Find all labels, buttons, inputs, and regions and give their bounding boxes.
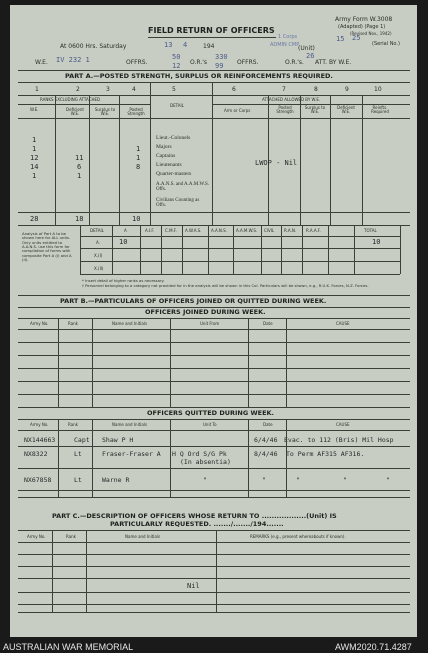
date-day: 13 bbox=[164, 41, 173, 49]
an-h-aamws: A.A.M.W.S. bbox=[236, 228, 258, 233]
an-total-value: 10 bbox=[372, 238, 381, 246]
q-row1-rank: Capt bbox=[74, 436, 90, 444]
j-col-armyno: Army No. bbox=[30, 321, 49, 326]
def-val-3: 6 bbox=[77, 163, 82, 171]
year-prefix: 194 bbox=[203, 43, 215, 50]
footnote-2: † Personnel belonging to a category not provided for in the analysis will be shown in this Col. Particulars will be shown, e.g., R.U.K. Forces, N.Z. Forces. bbox=[82, 283, 369, 288]
att-by-we: ATT. BY W.E. bbox=[315, 59, 352, 66]
q-row2-cause: To Perm AF315 AF316. bbox=[286, 450, 365, 458]
def-val-4: 1 bbox=[77, 172, 82, 180]
col-num-5: 5 bbox=[172, 86, 176, 93]
col-num-7: 7 bbox=[282, 86, 286, 93]
col-detail: DETAIL bbox=[170, 103, 184, 108]
quitted-title: OFFICERS QUITTED DURING WEEK. bbox=[147, 409, 275, 417]
excl-attached-header: RANKS EXCLUDING ATTACHED bbox=[40, 97, 101, 102]
col-num-4: 4 bbox=[132, 86, 136, 93]
footnote-1: * Insert detail of higher ranks as necessary. bbox=[82, 278, 165, 283]
rank-lieutenants: Lieutenants bbox=[156, 162, 182, 168]
q-row2-no: NX8322 bbox=[24, 450, 48, 458]
an-h-civil: CIVIL bbox=[264, 228, 275, 233]
ors-top: 330 bbox=[215, 53, 228, 61]
q-row2-name: Fraser-Fraser A bbox=[102, 450, 161, 458]
q-col-cause: CAUSE bbox=[336, 422, 350, 427]
rank-aans: A.A.N.S. and A.A.M.W.S. Offs. bbox=[156, 182, 210, 192]
col-posted: Posted Strength bbox=[127, 107, 145, 116]
col-surplus: Surplus to W.E. bbox=[94, 107, 116, 116]
part-c-nil: Nil bbox=[187, 582, 200, 590]
part-c-heading-2: PARTICULARLY REQUESTED. ......./......./194....... bbox=[110, 520, 284, 528]
col-num-9: 9 bbox=[345, 86, 349, 93]
we-val-1: 1 bbox=[32, 145, 37, 153]
q-col-unit: Unit To bbox=[203, 422, 217, 427]
date-month: 4 bbox=[183, 41, 188, 49]
att-value: 26 bbox=[306, 52, 315, 60]
posted-val-3: 8 bbox=[136, 163, 141, 171]
an-h-detail: DETAIL bbox=[90, 228, 104, 233]
unit-stamp: 1 Corps bbox=[278, 34, 298, 40]
an-h-a: A bbox=[124, 228, 127, 233]
posted-val-2: 1 bbox=[136, 154, 141, 162]
q-row1-name: Shaw P H bbox=[102, 436, 134, 444]
q-row3-ditto-3: " bbox=[343, 476, 347, 484]
col-num-10: 10 bbox=[374, 86, 382, 93]
q-row2-unit: H Q Ord S/G Pk bbox=[172, 450, 227, 458]
an-h-ran: R.A.N. bbox=[284, 228, 297, 233]
c-col-rank: Rank bbox=[66, 534, 76, 539]
analysis-note: Analysis of Part A to be shown here for ALL units. Only units entitled to A.A.N.S. use this form for compilation of forms with composite Part A (I) and A (II). bbox=[22, 231, 72, 263]
ors-bottom: 99 bbox=[215, 62, 224, 70]
col-we: W.E. bbox=[30, 107, 39, 112]
q-row2-rank: Lt bbox=[74, 450, 82, 458]
form-title: FIELD RETURN OF OFFICERS bbox=[148, 26, 275, 35]
col-num-8: 8 bbox=[314, 86, 318, 93]
j-col-cause: CAUSE bbox=[336, 321, 350, 326]
rank-civilians: Civilians Counting as Offs. bbox=[156, 198, 200, 208]
an-h-raaf: R.A.A.F. bbox=[306, 228, 321, 233]
adapted-note: (Adapted) (Page 1) bbox=[338, 24, 386, 30]
part-b-heading: PART B.—PARTICULARS OF OFFICERS JOINED OR QUITTED DURING WEEK. bbox=[60, 297, 327, 305]
col-num-3: 3 bbox=[106, 86, 110, 93]
q-col-date: Date bbox=[263, 422, 273, 427]
attached-text: LWOP - Nil bbox=[255, 159, 298, 167]
q-row1-date: 6/4/46 bbox=[254, 436, 278, 444]
j-col-name: Name and Initials bbox=[112, 321, 148, 326]
q-row3-name: Warne R bbox=[102, 476, 130, 484]
an-row-x1: X.(I) bbox=[94, 253, 103, 258]
rank-lieut-colonels: Lieut.-Colonels bbox=[156, 135, 191, 141]
q-col-armyno: Army No. bbox=[30, 422, 49, 427]
col-arm: Arm or Corps bbox=[224, 108, 251, 113]
serial-value: 15 bbox=[336, 35, 345, 43]
an-h-aans: A.A.N.S. bbox=[211, 228, 227, 233]
an-a-value: 10 bbox=[119, 238, 128, 246]
an-h-total: TOTAL bbox=[364, 228, 377, 233]
total-we: 28 bbox=[30, 215, 39, 223]
q-col-name: Name and Initials bbox=[112, 422, 148, 427]
col-deficient: Deficient W.E. bbox=[66, 107, 84, 116]
q-col-rank: Rank bbox=[68, 422, 78, 427]
c-col-armyno: Army No. bbox=[27, 534, 46, 539]
we-val-3: 14 bbox=[30, 163, 39, 171]
q-row3-unit-ditto: " bbox=[203, 476, 207, 484]
we-label: W.E. bbox=[35, 59, 48, 66]
an-h-cmf: C.M.F. bbox=[165, 228, 177, 233]
serial-value-2: 25 bbox=[352, 34, 361, 42]
q-row3-no: NX67858 bbox=[24, 476, 52, 484]
an-row-a: A. bbox=[96, 240, 100, 245]
unit-stamp-line2: ADMIN CMP bbox=[270, 42, 300, 48]
an-h-aif: A.I.F. bbox=[145, 228, 155, 233]
at-label: At 0600 Hrs. Saturday bbox=[60, 43, 127, 50]
c-col-remarks: REMARKS (e.g., present whereabouts if known). bbox=[250, 534, 346, 539]
q-row1-cause: Evac. to 112 (Bris) Mil Hosp bbox=[284, 436, 394, 444]
we-val-2: 12 bbox=[30, 154, 39, 162]
q-row3-ditto-4: " bbox=[386, 476, 390, 484]
an-row-x2: X.(II) bbox=[94, 266, 104, 271]
unit-label: (Unit) bbox=[298, 45, 315, 52]
offrs-top: 50 bbox=[172, 53, 181, 61]
col-num-1: 1 bbox=[35, 86, 39, 93]
revised-note: (Revised Nov., 1942) bbox=[350, 31, 392, 36]
q-row2-date: 8/4/46 bbox=[254, 450, 278, 458]
att-ors-label: O.R.'s. bbox=[285, 59, 304, 66]
q-row3-date: " bbox=[262, 476, 266, 484]
offrs2-label: OFFRS. bbox=[237, 59, 259, 66]
def-val-2: 11 bbox=[75, 154, 84, 162]
posted-val-1: 1 bbox=[136, 145, 141, 153]
ors-label: O.R.'s bbox=[190, 59, 208, 66]
c-col-name: Name and Initials bbox=[125, 534, 161, 539]
rank-captains: Captains bbox=[156, 153, 176, 159]
q-row3-rank: Lt bbox=[74, 476, 82, 484]
joined-title: OFFICERS JOINED DURING WEEK. bbox=[145, 308, 266, 316]
total-posted: 10 bbox=[132, 215, 141, 223]
col-num-6: 6 bbox=[232, 86, 236, 93]
col-deficient-2: Deficient W.E. bbox=[337, 105, 355, 114]
j-col-rank: Rank bbox=[68, 321, 78, 326]
we-val-0: 1 bbox=[32, 136, 37, 144]
col-num-2: 2 bbox=[76, 86, 80, 93]
we-value: IV 232 1 bbox=[56, 56, 90, 64]
rank-quartermasters: Quarter-masters bbox=[156, 171, 192, 177]
offrs-label: OFFRS. bbox=[126, 59, 148, 66]
q-row2-absentia: (In absentia) bbox=[180, 458, 231, 466]
army-form-number: Army Form W.3008 bbox=[335, 16, 393, 23]
footer-archive: AUSTRALIAN WAR MEMORIAL bbox=[3, 642, 134, 652]
col-surplus-2: Surplus to W.E. bbox=[304, 105, 326, 114]
an-h-awas: A.W.A.S. bbox=[185, 228, 202, 233]
offrs-bottom: 12 bbox=[172, 62, 181, 70]
col-posted-str: Posted Strength bbox=[276, 105, 294, 114]
footer-accession: AWM2020.71.4287 bbox=[335, 642, 412, 652]
col-reinf: Reinfts. Required bbox=[371, 105, 389, 114]
j-col-unit: Unit From bbox=[200, 321, 220, 326]
part-a-heading: PART A.—POSTED STRENGTH, SURPLUS OR REINFORCEMENTS REQUIRED. bbox=[65, 72, 333, 80]
j-col-date: Date bbox=[263, 321, 273, 326]
part-c-heading: PART C.—DESCRIPTION OF OFFICERS WHOSE RETURN TO ..................(Unit) IS bbox=[52, 512, 337, 520]
serial-label: (Serial No.) bbox=[372, 41, 400, 47]
q-row3-cause: " bbox=[296, 476, 300, 484]
we-val-4: 1 bbox=[32, 172, 37, 180]
total-def: 18 bbox=[75, 215, 84, 223]
q-row1-no: NX144663 bbox=[24, 436, 56, 444]
attached-header: ATTACHED ALLOWED BY W.E. bbox=[262, 97, 321, 102]
rank-majors: Majors bbox=[156, 144, 172, 150]
